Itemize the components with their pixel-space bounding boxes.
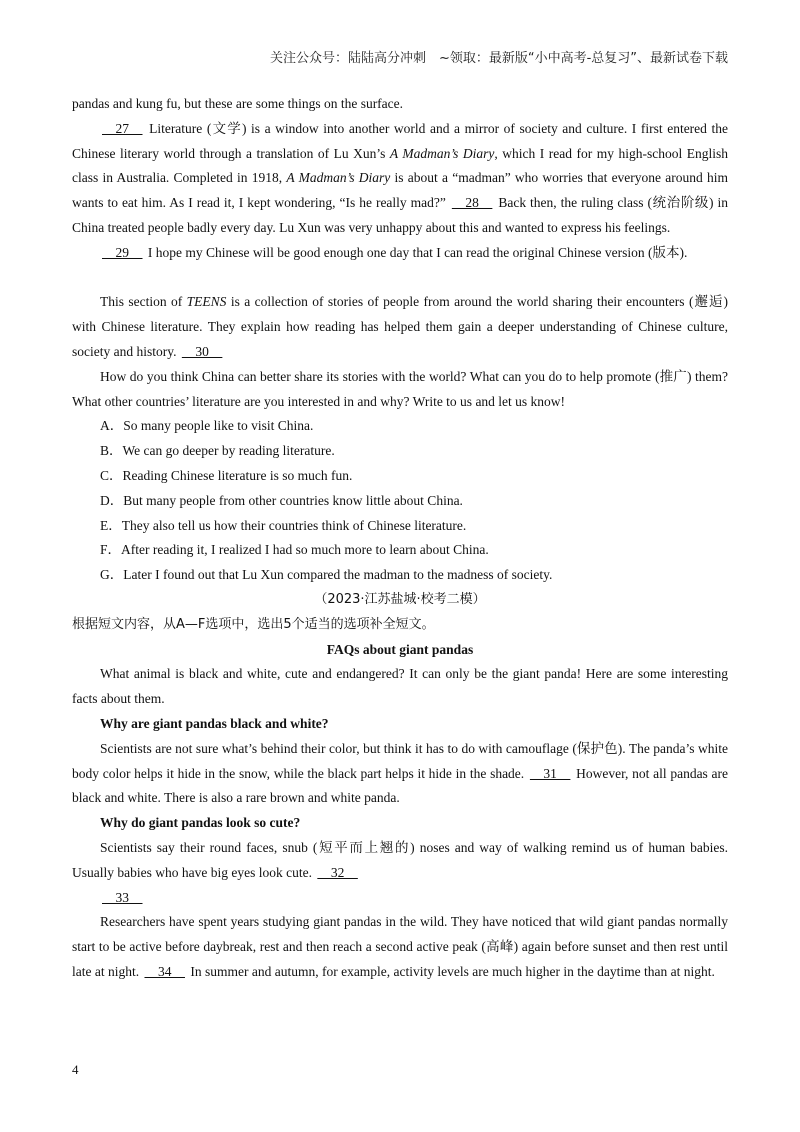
paragraph [72, 836, 728, 886]
option-item: A．So many people like to visit China. [100, 418, 314, 434]
text-run: However, not all pandas are black and white. There is also a rare brown and white panda. [72, 765, 729, 806]
page-number: 4 [72, 1062, 79, 1077]
text-run: Scientists are not sure what’s behind their color, but think it has to do with camouflage (保护色). The panda’s white body color helps it hide in the snow, while the black part helps it hide in the shade. [72, 740, 728, 781]
option-item: C．Reading Chinese literature is so much fun. [100, 467, 353, 483]
instruction: 根据短文内容，从A—F选项中，选出5个适当的选项补全短文。 [72, 616, 435, 632]
text-run: Researchers have spent years studying giant pandas in the wild. They have noticed that wild giant pandas normally start to be active before daybreak, rest and then reach a second active peak (高峰) again before sunset and then rest until late at night. [72, 914, 728, 979]
text-run: , which I read for my high-school English class in Australia. Completed in 1918, [72, 145, 728, 186]
paragraph [72, 365, 728, 415]
answer-blank-28[interactable]: 28 [451, 195, 493, 211]
source-line: （2023·江苏盐城·校考二模） [314, 591, 486, 607]
option-item: G．Later I found out that Lu Xun compared the madman to the madness of society. [100, 567, 553, 583]
paragraph [72, 290, 728, 364]
text-run: Literature (文学) is a window into another world and a mirror of society and culture. I first entered the Chinese literary world through a translation of Lu Xun’s [72, 120, 728, 161]
text-run: I hope my Chinese will be good enough one day that I can read the original Chinese version (版本). [144, 244, 688, 260]
option-item: E．They also tell us how their countries think of Chinese literature. [100, 517, 467, 533]
option-item: D．But many people from other countries know little about China. [100, 492, 463, 508]
text-run: pandas and kung fu, but these are some things on the surface. [72, 96, 404, 111]
text-run: Back then, the ruling class (统治阶级) in China treated people badly every day. Lu Xun was very unhappy about this and wanted to express his feelings. [72, 195, 728, 235]
paragraph [72, 92, 728, 117]
answer-blank-31[interactable]: 31 [529, 765, 571, 781]
paragraph [72, 910, 728, 984]
subheading: Why are giant pandas black and white? [100, 715, 329, 731]
text-run: Scientists say their round faces, snub (短平而上翘的) noses and way of walking remind us of human babies. Usually babies who have big eyes look cute. [72, 839, 728, 880]
answer-blank-34[interactable]: 34 [144, 963, 185, 979]
paragraph [72, 886, 728, 911]
document-body [72, 92, 728, 985]
text-run: In summer and autumn, for example, activity levels are much higher in the daytime than at night. [186, 963, 715, 979]
answer-blank-33[interactable]: 33 [102, 889, 143, 905]
text-run: This section of [100, 294, 187, 310]
subheading: Why do giant pandas look so cute? [100, 815, 301, 831]
page-header: 关注公众号：陆陆高分冲刺 ~领取：最新版“小中高考-总复习”、最新试卷下载 [269, 51, 728, 66]
paragraph [72, 737, 728, 811]
options-list [72, 414, 728, 588]
book-title: A Madman’s Diary [286, 170, 391, 186]
paragraph: What animal is black and white, cute and endangered? It can only be the giant panda! Here are some interesting facts about them. [72, 666, 728, 707]
option-item: B．We can go deeper by reading literature. [100, 443, 335, 459]
answer-blank-29[interactable]: 29 [102, 244, 143, 260]
paragraph [72, 241, 728, 266]
option-item: F．After reading it, I realized I had so much more to learn about China. [100, 542, 489, 558]
answer-blank-30[interactable]: 30 [181, 343, 223, 359]
magazine-name: TEENS [186, 294, 227, 310]
book-title: A Madman’s Diary [389, 145, 495, 161]
spacer [72, 266, 728, 291]
text-run: is about a “madman” who worries that everyone around him wants to eat him. As I read it, I kept wondering, “Is he really mad?” [72, 170, 728, 211]
passage-title: FAQs about giant pandas [326, 641, 474, 657]
answer-blank-32[interactable]: 32 [317, 864, 358, 880]
answer-blank-27[interactable]: 27 [102, 120, 143, 136]
paragraph [72, 117, 728, 241]
text-run: is a collection of stories of people from around the world sharing their encounters (邂逅) with Chinese literature. They explain how reading has helped them gain a deeper understanding of Chinese culture, society and history. [72, 294, 728, 359]
text-run: How do you think China can better share its stories with the world? What can you do to help promote (推广) them? What other countries’ literature are you interested in and why? Write to us and let us know! [72, 368, 728, 409]
